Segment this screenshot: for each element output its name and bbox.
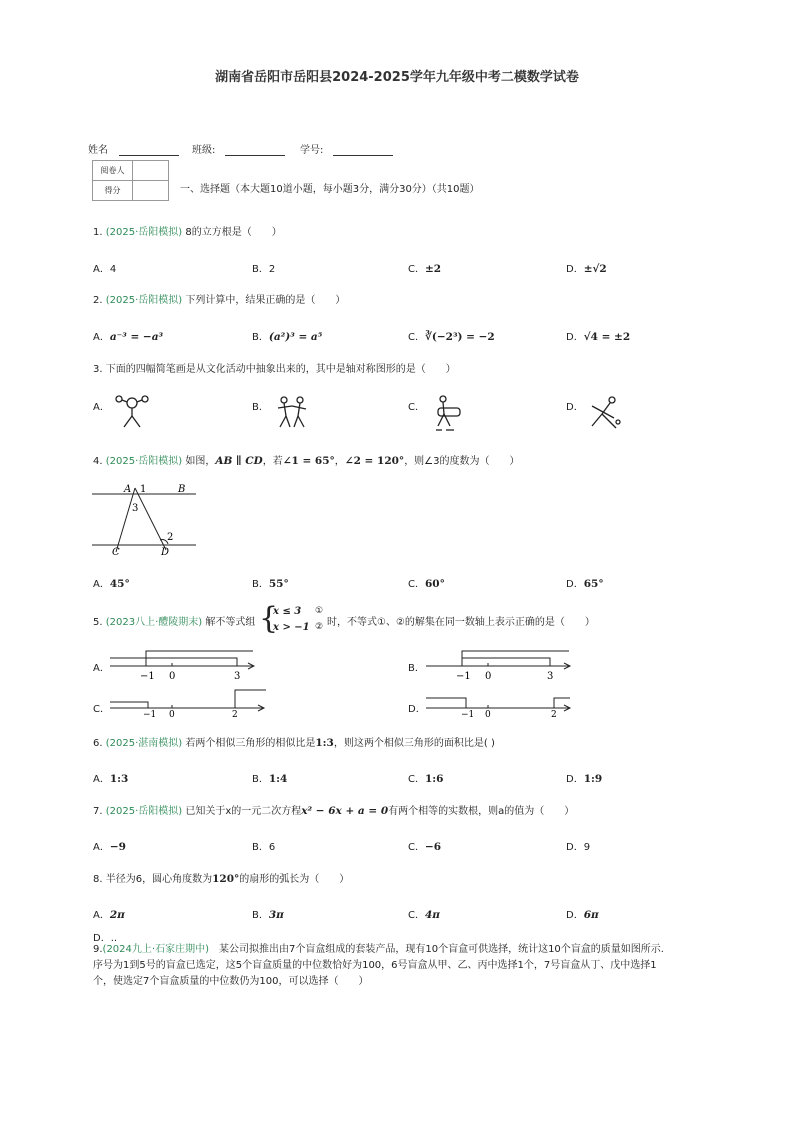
svg-text:0: 0 — [169, 710, 175, 718]
q7-option-c[interactable]: C．−6 — [408, 841, 442, 853]
svg-text:3: 3 — [234, 671, 241, 682]
grader-cell[interactable] — [133, 161, 169, 181]
class-field[interactable] — [192, 141, 285, 156]
question-source: (2025·岳阳模拟) — [105, 295, 183, 306]
q1-option-a[interactable]: A．4 — [93, 264, 117, 275]
q5-option-c[interactable]: C． — [93, 704, 110, 715]
svg-text:0: 0 — [485, 710, 491, 718]
score-table — [92, 160, 169, 201]
q3-option-a[interactable]: A． — [93, 402, 110, 413]
q3-figure-a-icon — [112, 394, 152, 430]
parallel-lines-figure — [90, 478, 200, 558]
question-number: 6. — [93, 738, 103, 749]
q8-option-b[interactable]: B．3π — [252, 909, 284, 921]
q5-number-line-a — [108, 646, 258, 686]
score-cell[interactable] — [133, 181, 169, 201]
student-id-blank[interactable] — [333, 144, 393, 156]
student-id-label: 学号: — [300, 145, 324, 156]
q7-option-b[interactable]: B．6 — [252, 842, 276, 853]
class-blank[interactable] — [225, 144, 285, 156]
q2-option-d[interactable]: D．√4 = ±2 — [566, 331, 631, 343]
question-8: 8. 半径为6，圆心角度数为120°的扇形的弧长为（ ） — [93, 873, 350, 885]
student-id-field[interactable] — [300, 141, 393, 156]
q1-option-c[interactable]: C．±2 — [408, 263, 442, 275]
label-2: 2 — [167, 532, 174, 543]
svg-text:3: 3 — [547, 671, 554, 682]
q3-figure-d-icon — [584, 394, 624, 434]
svg-text:0: 0 — [485, 671, 492, 682]
label-1: 1 — [140, 484, 147, 495]
q3-option-c[interactable]: C． — [408, 402, 425, 413]
q8-option-a[interactable]: A．2π — [93, 909, 125, 921]
question-3 — [93, 363, 456, 377]
q4-option-b[interactable]: B．55° — [252, 578, 289, 590]
label-b: B — [178, 484, 186, 495]
grader-label: 阅卷人 — [93, 161, 133, 181]
q6-option-b[interactable]: B．1:4 — [252, 773, 288, 785]
exam-title: 湖南省岳阳市岳阳县2024-2025学年九年级中考二模数学试卷 — [215, 70, 579, 85]
question-text: 下列计算中，结果正确的是（ ） — [185, 295, 346, 306]
question-6: 6. (2025·湛南模拟) 若两个相似三角形的相似比是1:3，则这两个相似三角形的面积比是( ) — [93, 737, 495, 749]
q6-option-d[interactable]: D．1:9 — [566, 773, 603, 785]
q5-option-b[interactable]: B． — [408, 663, 425, 674]
q3-figure-b-icon — [272, 394, 312, 430]
q5-number-line-b — [424, 646, 574, 686]
q8-option-c[interactable]: C．4π — [408, 909, 440, 921]
question-2 — [93, 294, 345, 308]
q1-option-d[interactable]: D．±√2 — [566, 263, 607, 275]
question-number: 9. — [93, 944, 103, 955]
score-label: 得分 — [93, 181, 133, 201]
question-number: 8. — [93, 874, 103, 885]
q7-option-d[interactable]: D．9 — [566, 842, 591, 853]
question-5: 5. (2023八上·醴陵期末) 解不等式组 — [93, 617, 256, 628]
q4-option-c[interactable]: C．60° — [408, 578, 445, 590]
question-7: 7. (2025·岳阳模拟) 已知关于x的一元二次方程x² − 6x + a = 0有两个相等的实数根，则a的值为（ ） — [93, 805, 575, 817]
q3-option-d[interactable]: D． — [566, 402, 584, 413]
name-label: 姓名 — [88, 145, 108, 156]
svg-text:−1: −1 — [143, 710, 157, 718]
q7-option-a[interactable]: A．−9 — [93, 841, 126, 853]
name-field[interactable] — [88, 141, 179, 156]
question-number: 7. — [93, 806, 103, 817]
question-source: (2025·岳阳模拟) — [105, 806, 183, 817]
q2-option-b[interactable]: B．(a²)³ = a⁵ — [252, 331, 323, 343]
question-source: (2024九上·石家庄期中) — [102, 944, 209, 955]
q3-figure-c-icon — [428, 394, 468, 434]
svg-text:2: 2 — [232, 710, 238, 718]
label-d: D — [161, 547, 170, 558]
label-3: 3 — [132, 503, 139, 514]
q5-option-a[interactable]: A． — [93, 663, 110, 674]
question-source: (2023八上·醴陵期末) — [105, 617, 203, 628]
svg-text:−1: −1 — [456, 671, 471, 682]
question-number: 2. — [93, 295, 103, 306]
question-text: 8的立方根是（ ） — [185, 227, 282, 238]
svg-text:0: 0 — [169, 671, 176, 682]
question-number: 4. — [93, 456, 103, 467]
question-number: 3. — [93, 364, 103, 375]
question-source: (2025·岳阳模拟) — [105, 227, 183, 238]
question-source: (2025·岳阳模拟) — [105, 456, 183, 467]
question-9: 9.(2024九上·石家庄期中) 某公司拟推出由7个盲盒组成的套装产品，现有10个盲盒可供选择，统计这10个盲盒的质量如图所示. 序号为1到5号的盲盒已选定，这5个盲盒质量的中位数恰好为100，6号盲盒从甲、乙、丙中选择1个，7号盲盒从丁、戊中选择1 个，使选定7个盲盒质量的中位数仍为100，可以选择（ ） — [93, 944, 664, 987]
question-4: 4. (2025·岳阳模拟) 如图，AB ∥ CD，若∠1 = 65°，∠2 = 120°，则∠3的度数为（ ） — [93, 455, 520, 467]
q6-option-c[interactable]: C．1:6 — [408, 773, 444, 785]
question-number: 1. — [93, 227, 103, 238]
stray-option-d: D．.. — [93, 933, 118, 944]
section-heading: 一、选择题（本大题10道小题，每小题3分，满分30分）（共10题） — [180, 184, 480, 195]
q5-number-line-c — [108, 686, 268, 718]
svg-text:2: 2 — [551, 710, 557, 718]
label-c: C — [112, 547, 120, 558]
q6-option-a[interactable]: A．1:3 — [93, 773, 129, 785]
q3-option-b[interactable]: B． — [252, 402, 269, 413]
q4-option-d[interactable]: D．65° — [566, 578, 604, 590]
question-5-tail: 时，不等式①、②的解集在同一数轴上表示正确的是（ ） — [327, 617, 595, 628]
question-1 — [93, 226, 282, 240]
q8-option-d[interactable]: D．6π — [566, 909, 599, 921]
q2-option-a[interactable]: A．a⁻³ = −a³ — [93, 331, 164, 343]
question-text: 下面的四幅简笔画是从文化活动中抽象出来的，其中是轴对称图形的是（ ） — [105, 364, 456, 375]
question-source: (2025·湛南模拟) — [105, 738, 183, 749]
label-a: A — [124, 484, 132, 495]
q5-number-line-d — [424, 686, 574, 718]
class-label: 班级: — [192, 145, 216, 156]
svg-text:−1: −1 — [140, 671, 155, 682]
q2-option-c[interactable]: C．∛(−2³) = −2 — [408, 331, 495, 343]
q5-option-d[interactable]: D． — [408, 704, 426, 715]
name-blank[interactable] — [119, 144, 179, 156]
question-number: 5. — [93, 617, 103, 628]
svg-text:−1: −1 — [461, 710, 475, 718]
q1-option-b[interactable]: B．2 — [252, 264, 276, 275]
q4-option-a[interactable]: A．45° — [93, 578, 130, 590]
